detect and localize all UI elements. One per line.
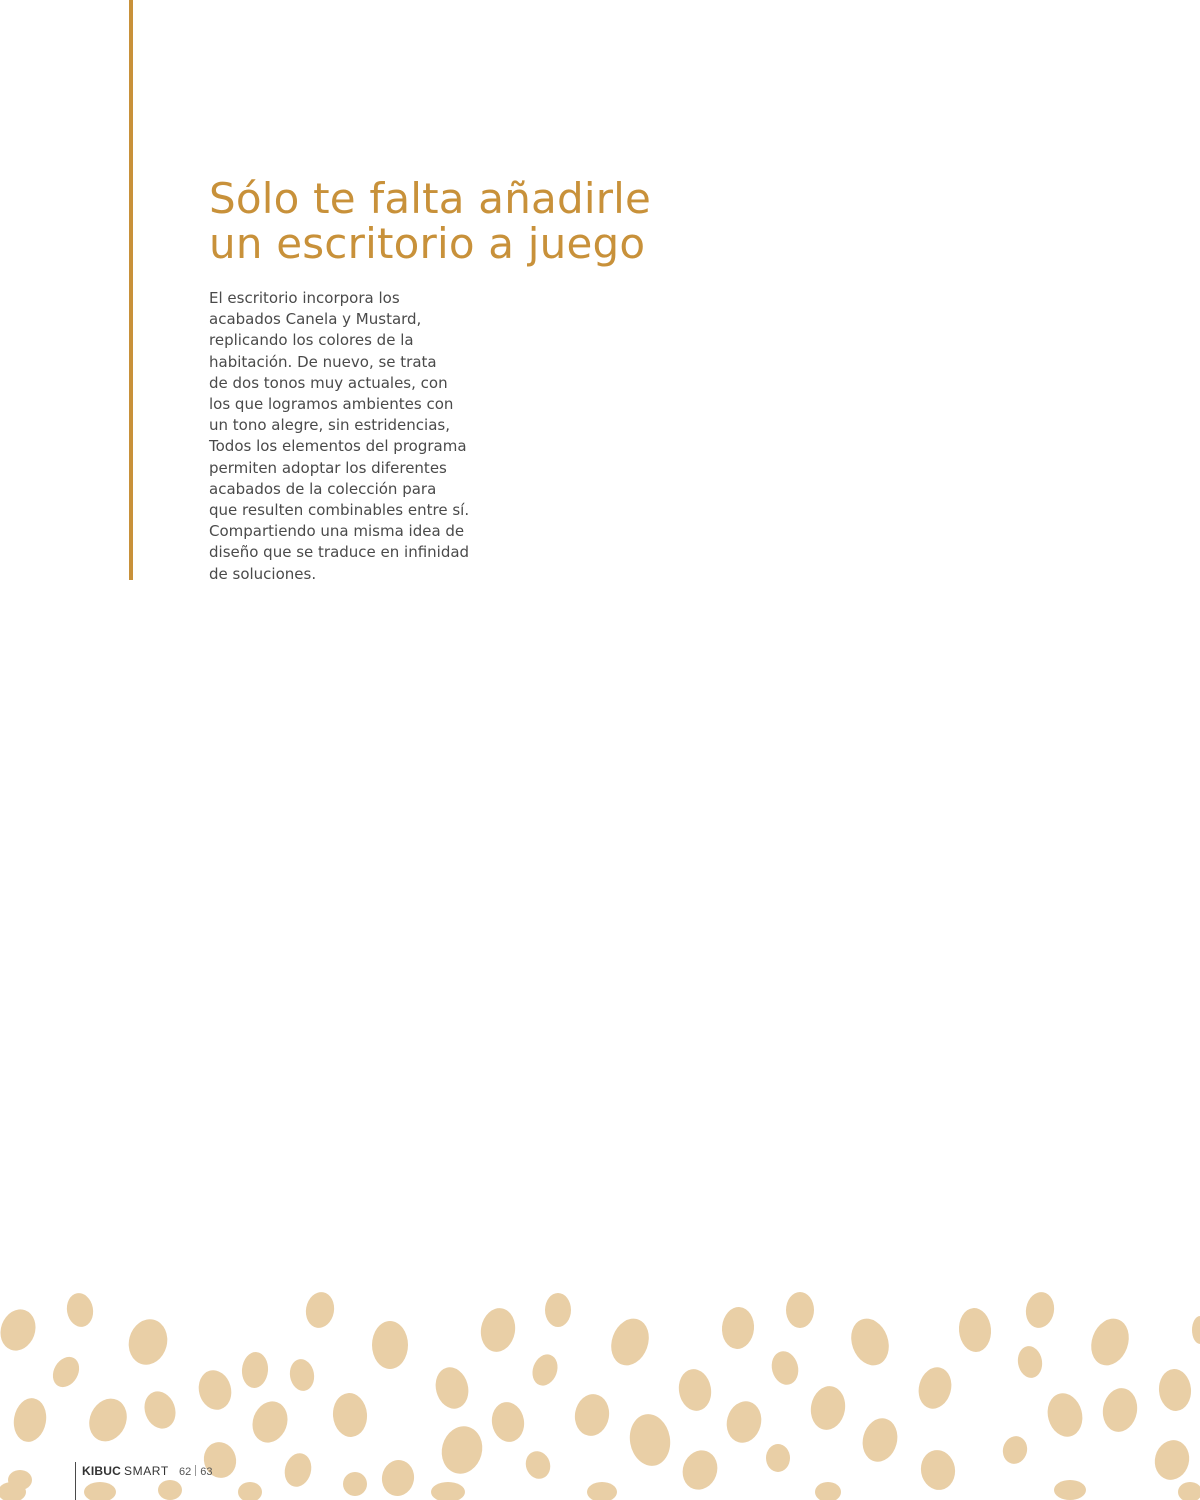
decorative-dot: [720, 1306, 756, 1351]
page-numbers: [179, 1464, 213, 1480]
decorative-dot: [431, 1482, 465, 1500]
decorative-dot: [0, 1304, 41, 1355]
decorative-dot: [431, 1364, 473, 1413]
decorative-dot: [1054, 1480, 1086, 1500]
decorative-dot: [1015, 1344, 1044, 1380]
decorative-dot: [768, 1348, 802, 1388]
decorative-dot: [247, 1396, 293, 1447]
body-line: permiten adoptar los diferentes: [209, 458, 447, 477]
decorative-dot: [240, 1351, 269, 1389]
body-line: acabados Canela y Mustard,: [209, 310, 422, 329]
body-line: El escritorio incorpora los: [209, 289, 400, 307]
decorative-dot: [10, 1396, 49, 1445]
decorative-dot: [158, 1480, 182, 1500]
decorative-dot: [676, 1367, 715, 1414]
decorative-dot: [82, 1392, 133, 1447]
body-line: los que logramos ambientes con: [209, 395, 454, 414]
decorative-dot: [845, 1313, 895, 1370]
footer-brand: [82, 1463, 169, 1479]
decorative-dot: [238, 1482, 262, 1500]
decorative-dot: [281, 1450, 315, 1490]
decorative-dot: [372, 1321, 408, 1369]
decorative-dot: [1085, 1313, 1135, 1370]
decorative-dot: [918, 1447, 958, 1492]
decorative-dot: [957, 1307, 993, 1354]
headline-line: Sólo te falta añadirle: [209, 174, 652, 223]
decorative-dot: [572, 1391, 613, 1438]
decorative-dot: [477, 1305, 518, 1354]
page-number-right: 63: [200, 1466, 213, 1478]
decorative-dot: [1099, 1385, 1140, 1434]
decorative-dot: [1157, 1368, 1193, 1413]
page-number-left: 62: [179, 1466, 192, 1478]
decorative-dot: [331, 1392, 369, 1439]
body-line: un tono alegre, sin estridencias,: [209, 416, 450, 435]
body-line: acabados de la colección para: [209, 479, 437, 498]
decorative-dot: [766, 1444, 790, 1472]
decorative-dot: [786, 1292, 814, 1328]
decorative-dot: [914, 1364, 956, 1413]
page-headline: [209, 176, 729, 266]
decorative-dot: [522, 1448, 554, 1483]
decorative-dot: [858, 1414, 902, 1465]
decorative-dot: [1000, 1433, 1030, 1466]
decorative-dot: [722, 1397, 766, 1446]
decorative-dot: [64, 1291, 96, 1329]
decorative-dot: [815, 1482, 841, 1500]
decorative-dot: [626, 1411, 674, 1469]
decorative-dot: [379, 1457, 417, 1498]
body-line: de soluciones.: [209, 564, 317, 583]
decorative-dot: [124, 1315, 173, 1369]
brand-name: KIBUC: [82, 1464, 121, 1478]
decorative-dot: [605, 1313, 655, 1370]
decorative-dot: [677, 1445, 723, 1494]
body-line: diseño que se traduce en infinidad: [209, 543, 470, 562]
decorative-dot: [194, 1367, 235, 1414]
body-line: Compartiendo una misma idea de: [209, 522, 465, 541]
decorative-dot: [287, 1357, 316, 1393]
decorative-dot: [1043, 1389, 1087, 1440]
decorative-dot: [436, 1422, 487, 1479]
decorative-dot: [1150, 1436, 1193, 1483]
decorative-dot: [587, 1482, 617, 1500]
decorative-dot: [1178, 1482, 1200, 1500]
decorative-dot: [139, 1387, 180, 1433]
decorative-dot: [1023, 1290, 1057, 1330]
accent-vertical-rule: [129, 0, 133, 580]
decorative-dot: [489, 1400, 527, 1445]
page-number-separator: [195, 1465, 196, 1476]
decorative-dot: [343, 1472, 367, 1496]
body-line: habitación. De nuevo, se trata: [209, 352, 437, 371]
decorative-dot: [84, 1482, 116, 1500]
product-name: SMART: [124, 1464, 169, 1478]
body-line: replicando los colores de la: [209, 331, 414, 350]
headline-line: un escritorio a juego: [209, 219, 646, 268]
decorative-dot: [1192, 1316, 1200, 1344]
decorative-dot: [807, 1383, 848, 1432]
body-paragraph: [209, 288, 489, 585]
decorative-dot: [48, 1352, 85, 1392]
footer-divider: [75, 1462, 76, 1500]
decorative-dot: [303, 1290, 337, 1330]
body-line: que resulten combinables entre sí.: [209, 501, 470, 520]
decorative-dot: [545, 1293, 571, 1327]
body-line: Todos los elementos del programa: [209, 437, 467, 456]
body-line: de dos tonos muy actuales, con: [209, 373, 448, 392]
decorative-dot: [528, 1351, 561, 1389]
